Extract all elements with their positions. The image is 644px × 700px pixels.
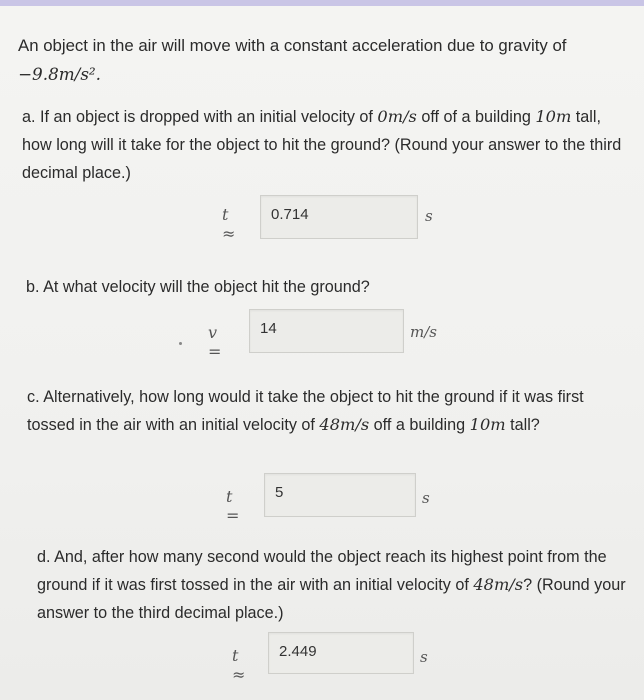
part-c-suffix: tall? <box>505 416 540 434</box>
part-c-middle: off a building <box>369 416 470 434</box>
part-c-answer-label: t = <box>226 487 240 525</box>
part-d-answer-input[interactable]: 2.449 <box>268 632 414 674</box>
part-d-suffix: ? (Round your answer to the third decimal place.) <box>37 576 626 622</box>
part-c-unit: s <box>422 489 430 507</box>
part-a-suffix: tall, how long will it take for the object to hit the ground? (Round your answer to the third decimal place.) <box>22 108 622 182</box>
part-c-prefix: c. Alternatively, how long would it take the object to hit the ground if it was first tossed in the air with an initial velocity of <box>27 388 584 434</box>
intro-statement: An object in the air will move with a constant acceleration due to gravity of <box>18 36 567 55</box>
gravity-value: −9.8m/s². <box>18 64 101 84</box>
part-a-middle: off of a building <box>416 108 536 126</box>
part-d-question <box>37 543 632 627</box>
part-a-prefix: a. If an object is dropped with an initial velocity of <box>22 108 378 126</box>
part-c-initial-velocity: 48m/s <box>319 415 370 434</box>
part-a-unit: s <box>425 207 433 225</box>
part-c-question <box>27 383 632 439</box>
part-a-height: 10m <box>535 107 572 126</box>
part-b-answer-label: v = <box>208 323 222 361</box>
part-a-answer-label: t ≈ <box>222 205 236 243</box>
decorative-dot <box>179 342 182 345</box>
part-d-initial-velocity: 48m/s <box>473 575 524 594</box>
part-c-height: 10m <box>469 415 506 434</box>
part-a-answer-input[interactable]: 0.714 <box>260 195 418 239</box>
part-b-question: b. At what velocity will the object hit the ground? <box>26 278 370 296</box>
part-d-unit: s <box>420 648 428 666</box>
part-d-prefix: d. And, after how many second would the object reach its highest point from the ground if it was first tossed in the air with an initial velocity of <box>37 548 607 594</box>
part-d-answer-label: t ≈ <box>232 646 246 684</box>
intro-text <box>18 32 628 89</box>
part-b-unit: m/s <box>410 323 437 341</box>
part-a-initial-velocity: 0m/s <box>377 107 417 126</box>
problem-sheet <box>0 6 644 700</box>
part-b-answer-input[interactable]: 14 <box>249 309 404 353</box>
part-a-question <box>22 103 628 187</box>
part-c-answer-input[interactable]: 5 <box>264 473 416 517</box>
